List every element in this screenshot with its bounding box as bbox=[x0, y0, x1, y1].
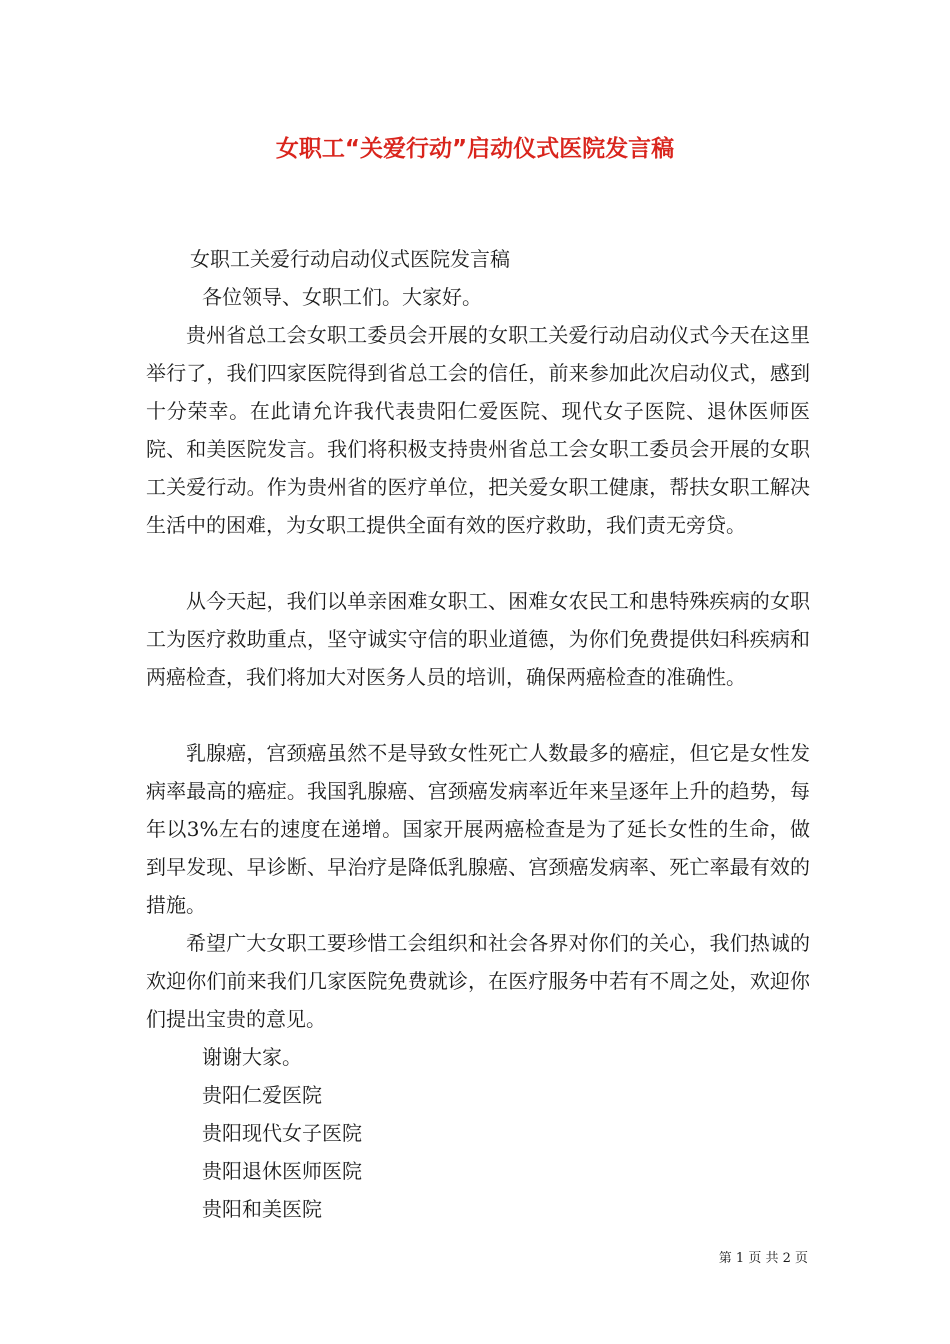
document-subtitle: 女职工关爱行动启动仪式医院发言稿 bbox=[190, 247, 510, 271]
signature-1: 贵阳仁爱医院 bbox=[202, 1083, 322, 1107]
paragraph-1: 贵州省总工会女职工委员会开展的女职工关爱行动启动仪式今天在这里举行了，我们四家医院得到省总工会的信任，前来参加此次启动仪式，感到十分荣幸。在此请允许我代表贵阳仁爱医院、现代女子医院、退休医师医院、和美医院发言。我们将积极支持贵州省总工会女职工委员会开展的女职工关爱行动。作为贵州省的医疗单位，把关爱女职工健康，帮扶女职工解决生活中的困难，为女职工提供全面有效的医疗救助，我们责无旁贷。 bbox=[146, 323, 810, 537]
greeting: 各位领导、女职工们。大家好。 bbox=[202, 285, 482, 309]
paragraph-2: 从今天起，我们以单亲困难女职工、困难女农民工和患特殊疾病的女职工为医疗救助重点，坚守诚实守信的职业道德，为你们免费提供妇科疾病和两癌检查，我们将加大对医务人员的培训，确保两癌检查的准确性。 bbox=[146, 589, 810, 689]
closing: 谢谢大家。 bbox=[202, 1045, 302, 1069]
signature-3: 贵阳退休医师医院 bbox=[202, 1159, 362, 1183]
signature-4: 贵阳和美医院 bbox=[202, 1197, 322, 1221]
paragraph-3: 乳腺癌，宫颈癌虽然不是导致女性死亡人数最多的癌症，但它是女性发病率最高的癌症。我国乳腺癌、宫颈癌发病率近年来呈逐年上升的趋势，每年以3%左右的速度在递增。国家开展两癌检查是为了延长女性的生命，做到早发现、早诊断、早治疗是降低乳腺癌、宫颈癌发病率、死亡率最有效的措施。 bbox=[146, 741, 810, 917]
signature-2: 贵阳现代女子医院 bbox=[202, 1121, 362, 1145]
page-number: 第 1 页 共 2 页 bbox=[718, 1251, 808, 1266]
paragraph-4: 希望广大女职工要珍惜工会组织和社会各界对你们的关心，我们热诚的欢迎你们前来我们几家医院免费就诊，在医疗服务中若有不周之处，欢迎你们提出宝贵的意见。 bbox=[146, 931, 810, 1031]
document-title: 女职工“关爱行动”启动仪式医院发言稿 bbox=[275, 136, 675, 162]
